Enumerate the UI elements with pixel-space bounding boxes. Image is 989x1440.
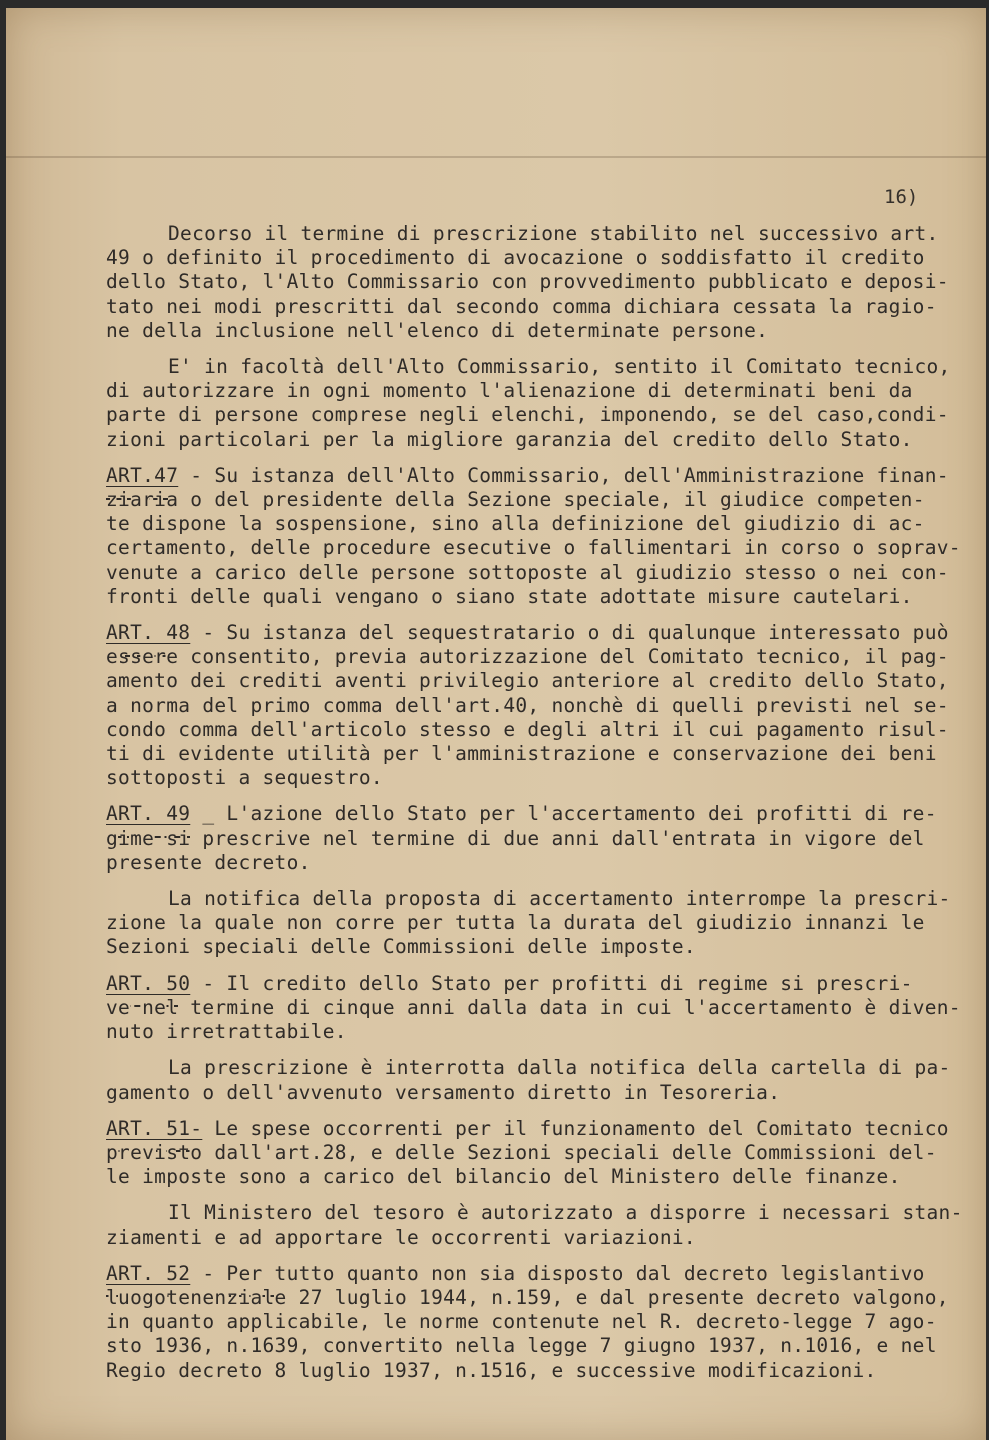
article-label: ART. 50 <box>106 971 191 995</box>
text-line: tato nei modi prescritti dal secondo comma dichiara cessata la ragio- <box>106 294 937 318</box>
text-line: venute a carico delle persone sottoposte al giudizio stesso o nei con- <box>106 560 949 584</box>
text-line: zione la quale non corre per tutta la durata del giudizio innanzi le <box>106 911 925 935</box>
text-line: La prescrizione è interrotta dalla notifica della cartella di pa- <box>168 1056 951 1080</box>
text-line: sto 1936, n.1639, convertito nella legge 7 giugno 1937, n.1016, e nel <box>106 1334 937 1358</box>
article-label: ART. 49 <box>106 802 191 826</box>
text-line: di autorizzare in ogni momento l'alienazione di determinati beni da <box>106 379 913 403</box>
article-text: 27 luglio 1944, n.159, e dal presente decreto valgono, <box>286 1285 949 1309</box>
text-line: Il Ministero del tesoro è autorizzato a disporre i necessari stan- <box>168 1201 963 1225</box>
text-line: condo comma dell'articolo stesso e degli altri il cui pagamento risul- <box>106 717 949 741</box>
article-text: _ L'azione dello Stato per l'accertamento dei profitti di re- <box>190 802 937 826</box>
text-line: sottoposti a sequestro. <box>106 766 383 790</box>
text-line: a norma del primo comma dell'art.40, nonchè di quelli previsti nel se- <box>106 693 949 717</box>
article-heading-line <box>106 802 976 826</box>
article-heading-line <box>106 1262 976 1286</box>
article-text: - Il credito dello Stato per profitti di regime si prescri- <box>190 971 913 995</box>
article-second-line <box>106 996 976 1020</box>
text-line: ziamenti e ad apportare le occorrenti variazioni. <box>106 1225 696 1249</box>
article-continuation-word: ziaria <box>106 488 179 512</box>
text-line: zioni particolari per la migliore garanzia del credito dello Stato. <box>106 427 913 451</box>
article-label: ART. 51- <box>106 1116 203 1140</box>
article-continuation-word: ve nel <box>106 995 179 1019</box>
article-continuation-word: previsto <box>106 1140 203 1164</box>
article-text: termine di cinque anni dalla data in cui l'accertamento è diven- <box>178 995 961 1019</box>
page-number: 16) <box>884 186 919 208</box>
article-paragraph <box>106 1117 976 1190</box>
text-line: nuto irretrattabile. <box>106 1020 347 1044</box>
text-paragraph <box>106 887 976 960</box>
text-line: ne della inclusione nell'elenco di determinate persone. <box>106 318 769 342</box>
text-paragraph <box>106 222 976 343</box>
article-continuation-word: luogotenenziale <box>106 1285 287 1309</box>
text-line: ti di evidente utilità per l'amministrazione e conservazione dei beni <box>106 742 937 766</box>
text-line: te dispone la sospensione, sino alla definizione del giudizio di ac- <box>106 512 925 536</box>
text-line: dello Stato, l'Alto Commissario con provvedimento pubblicato e deposi- <box>106 270 949 294</box>
text-paragraph <box>106 1201 976 1249</box>
article-label: ART. 52 <box>106 1261 191 1285</box>
article-second-line <box>106 488 976 512</box>
article-text: consentito, previa autorizzazione del Comitato tecnico, il pag- <box>178 645 949 669</box>
text-line: parte di persone comprese negli elenchi, imponendo, se del caso,condi- <box>106 403 949 427</box>
article-heading-line <box>106 1117 976 1141</box>
article-paragraph <box>106 464 976 609</box>
text-line: E' in facoltà dell'Alto Commissario, sentito il Comitato tecnico, <box>168 355 951 379</box>
article-text: - Su istanza del sequestratario o di qualunque interessato può <box>190 621 949 645</box>
article-text: Le spese occorrenti per il funzionamento del Comitato tecnico <box>202 1116 949 1140</box>
document-page <box>6 8 986 1440</box>
article-paragraph <box>106 1262 976 1383</box>
article-second-line <box>106 827 976 851</box>
text-paragraph <box>106 1056 976 1104</box>
article-paragraph <box>106 972 976 1045</box>
article-text: dall'art.28, e delle Sezioni speciali delle Commissioni del- <box>202 1140 937 1164</box>
article-label: ART. 48 <box>106 621 191 645</box>
article-heading-line <box>106 972 976 996</box>
article-paragraph <box>106 621 976 790</box>
text-line: 49 o definito il procedimento di avocazione o soddisfatto il credito <box>106 246 925 270</box>
text-line: le imposte sono a carico del bilancio del Ministero delle finanze. <box>106 1165 901 1189</box>
text-line: Regio decreto 8 luglio 1937, n.1516, e successive modificazioni. <box>106 1358 877 1382</box>
article-text: - Su istanza dell'Alto Commissario, dell'Amministrazione finan- <box>178 463 949 487</box>
text-line: amento dei crediti aventi privilegio anteriore al credito dello Stato, <box>106 669 949 693</box>
article-second-line <box>106 1141 976 1165</box>
text-line: certamento, delle procedure esecutive o fallimentari in corso o soprav- <box>106 536 961 560</box>
text-line: Sezioni speciali delle Commissioni delle imposte. <box>106 935 696 959</box>
article-paragraph <box>106 802 976 875</box>
text-line: in quanto applicabile, le norme contenute nel R. decreto-legge 7 ago- <box>106 1310 937 1334</box>
article-continuation-word: gime si <box>106 826 191 850</box>
article-continuation-word: essere <box>106 645 179 669</box>
article-second-line <box>106 645 976 669</box>
text-line: presente decreto. <box>106 850 311 874</box>
article-text: o del presidente della Sezione speciale, il giudice competen- <box>178 488 925 512</box>
text-paragraph <box>106 355 976 452</box>
article-text: - Per tutto quanto non sia disposto dal decreto legislantivo <box>190 1261 925 1285</box>
article-label: ART.47 <box>106 463 179 487</box>
article-text: prescrive nel termine di due anni dall'entrata in vigore del <box>190 826 925 850</box>
text-line: Decorso il termine di prescrizione stabilito nel successivo art. <box>168 222 939 245</box>
page-fold-line <box>6 156 986 158</box>
document-body <box>106 222 976 1395</box>
text-line: fronti delle quali vengano o siano state adottate misure cautelari. <box>106 584 913 608</box>
text-line: gamento o dell'avvenuto versamento diretto in Tesoreria. <box>106 1080 781 1104</box>
article-heading-line <box>106 621 976 645</box>
article-second-line <box>106 1286 976 1310</box>
text-line: La notifica della proposta di accertamento interrompe la prescri- <box>168 887 951 911</box>
article-heading-line <box>106 464 976 488</box>
